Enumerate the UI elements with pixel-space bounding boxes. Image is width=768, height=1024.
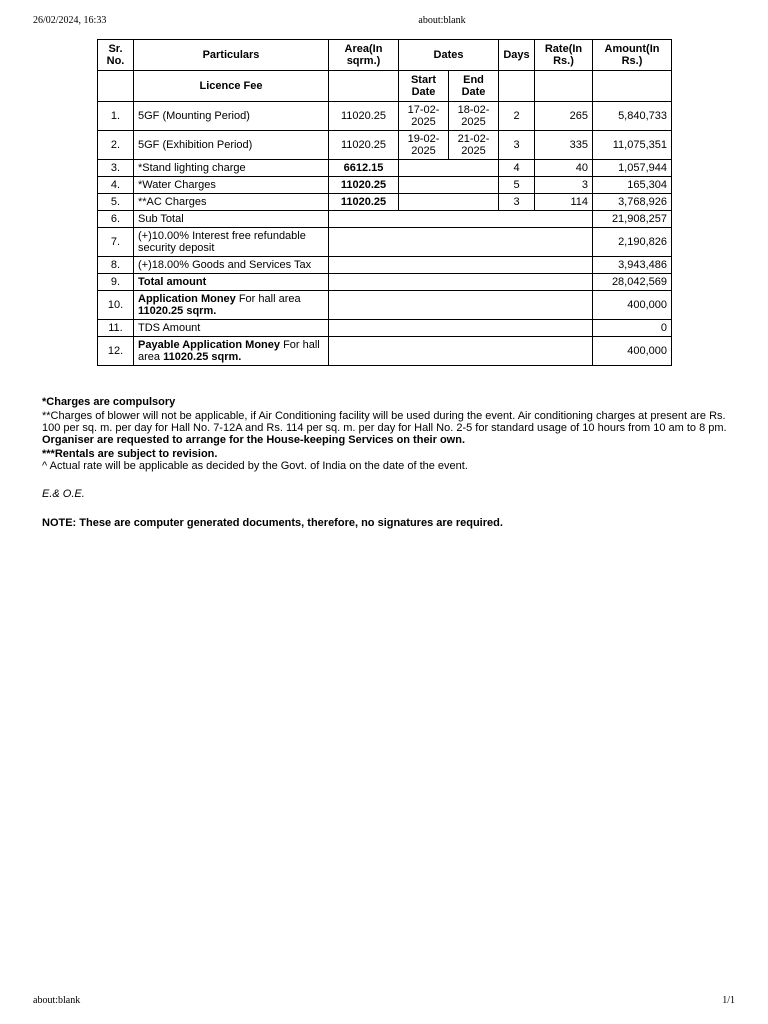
header-particulars: Particulars <box>134 40 329 71</box>
cell-days: 4 <box>499 160 535 177</box>
cell-start-date: 17-02-2025 <box>399 102 449 131</box>
cell-amount: 28,042,569 <box>593 274 672 291</box>
note-eoe: E.& O.E. <box>42 488 85 500</box>
print-title: about:blank <box>418 15 466 26</box>
cell-days: 3 <box>499 131 535 160</box>
cell-amount: 165,304 <box>593 177 672 194</box>
table-header-row <box>98 40 672 71</box>
cell-days: 2 <box>499 102 535 131</box>
header-licence-fee: Licence Fee <box>134 71 329 102</box>
table-row <box>98 291 672 320</box>
particulars-bold: Application Money <box>138 293 236 305</box>
cell-amount: 2,190,826 <box>593 228 672 257</box>
cell-particulars: 5GF (Mounting Period) <box>134 102 329 131</box>
table-row <box>98 102 672 131</box>
note-compulsory: *Charges are compulsory <box>42 396 176 408</box>
cell-amount: 3,943,486 <box>593 257 672 274</box>
cell-amount: 0 <box>593 320 672 337</box>
table-row <box>98 194 672 211</box>
cell-sr: 4. <box>98 177 134 194</box>
print-footer-url: about:blank <box>33 995 81 1006</box>
cell-sr: 10. <box>98 291 134 320</box>
print-footer <box>0 995 768 1011</box>
header-days: Days <box>499 40 535 71</box>
cell-days: 3 <box>499 194 535 211</box>
print-datetime: 26/02/2024, 16:33 <box>33 15 107 26</box>
cell-sr: 5. <box>98 194 134 211</box>
print-page-number: 1/1 <box>722 995 735 1006</box>
table-row <box>98 160 672 177</box>
cell-dates-empty <box>399 160 499 177</box>
table-row <box>98 320 672 337</box>
print-header <box>0 15 768 31</box>
cell-sr: 8. <box>98 257 134 274</box>
particulars-bold: Payable Application Money <box>138 339 281 351</box>
table-row <box>98 211 672 228</box>
table-row <box>98 337 672 366</box>
licence-fee-table <box>97 39 672 366</box>
cell-amount: 11,075,351 <box>593 131 672 160</box>
cell-end-date: 18-02-2025 <box>449 102 499 131</box>
cell-empty <box>329 257 593 274</box>
cell-dates-empty <box>399 194 499 211</box>
header-end-date: End Date <box>449 71 499 102</box>
cell-start-date: 19-02-2025 <box>399 131 449 160</box>
note-signature: NOTE: These are computer generated documents, therefore, no signatures are required. <box>42 517 503 529</box>
cell-particulars: Total amount <box>134 274 329 291</box>
cell-amount: 1,057,944 <box>593 160 672 177</box>
note-blower: **Charges of blower will not be applicable, if Air Conditioning facility will be used during the event. Air conditioning charges at present are Rs. 100 per sq. m. per day for Hall No. 7-12A and Rs. 114 per sq. m. per day for Hall No. 2-5 for standard usage of 10 hours from 10 am to 8 pm. <box>42 410 727 434</box>
particulars-text: For hall area <box>235 293 301 305</box>
cell-rate: 335 <box>535 131 593 160</box>
cell-particulars: Sub Total <box>134 211 329 228</box>
cell-empty <box>329 211 593 228</box>
cell-sr: 3. <box>98 160 134 177</box>
header-amount: Amount(In Rs.) <box>593 40 672 71</box>
cell-particulars: **AC Charges <box>134 194 329 211</box>
cell-particulars: (+)10.00% Interest free refundable security deposit <box>134 228 329 257</box>
particulars-text: For hall area <box>138 339 320 363</box>
table-subheader-row <box>98 71 672 102</box>
cell-area: 11020.25 <box>329 102 399 131</box>
table-row <box>98 131 672 160</box>
cell-area: 11020.25 <box>329 194 399 211</box>
cell-sr: 1. <box>98 102 134 131</box>
cell-particulars: *Stand lighting charge <box>134 160 329 177</box>
header-dates: Dates <box>399 40 499 71</box>
cell-amount: 3,768,926 <box>593 194 672 211</box>
note-housekeeping: Organiser are requested to arrange for the House-keeping Services on their own. <box>42 434 466 446</box>
note-actual-rate: ^ Actual rate will be applicable as decided by the Govt. of India on the date of the event. <box>42 460 468 472</box>
cell-rate: 265 <box>535 102 593 131</box>
cell-sr: 6. <box>98 211 134 228</box>
cell-rate: 40 <box>535 160 593 177</box>
cell-sr: 12. <box>98 337 134 366</box>
cell-amount: 5,840,733 <box>593 102 672 131</box>
cell-amount: 400,000 <box>593 291 672 320</box>
header-area: Area(In sqrm.) <box>329 40 399 71</box>
cell-particulars: TDS Amount <box>134 320 329 337</box>
cell-empty <box>329 228 593 257</box>
notes-section <box>42 396 742 529</box>
cell-empty <box>329 291 593 320</box>
cell-area: 6612.15 <box>329 160 399 177</box>
cell-sr: 7. <box>98 228 134 257</box>
cell-sr: 11. <box>98 320 134 337</box>
cell-sr: 9. <box>98 274 134 291</box>
cell-empty <box>329 337 593 366</box>
cell-days: 5 <box>499 177 535 194</box>
cell-amount: 400,000 <box>593 337 672 366</box>
cell-area: 11020.25 <box>329 177 399 194</box>
header-sr-no: Sr. No. <box>98 40 134 71</box>
table-row <box>98 257 672 274</box>
cell-rate: 3 <box>535 177 593 194</box>
cell-amount: 21,908,257 <box>593 211 672 228</box>
cell-empty <box>329 320 593 337</box>
table-row <box>98 274 672 291</box>
header-start-date: Start Date <box>399 71 449 102</box>
particulars-area: 11020.25 sqrm. <box>138 305 217 317</box>
cell-dates-empty <box>399 177 499 194</box>
cell-particulars: (+)18.00% Goods and Services Tax <box>134 257 329 274</box>
cell-end-date: 21-02-2025 <box>449 131 499 160</box>
note-revision: ***Rentals are subject to revision. <box>42 448 218 460</box>
particulars-area: 11020.25 sqrm. <box>163 351 242 363</box>
table-row <box>98 228 672 257</box>
cell-particulars <box>134 337 329 366</box>
cell-particulars: 5GF (Exhibition Period) <box>134 131 329 160</box>
cell-area: 11020.25 <box>329 131 399 160</box>
cell-rate: 114 <box>535 194 593 211</box>
cell-particulars: *Water Charges <box>134 177 329 194</box>
header-rate: Rate(In Rs.) <box>535 40 593 71</box>
cell-sr: 2. <box>98 131 134 160</box>
cell-empty <box>329 274 593 291</box>
table-row <box>98 177 672 194</box>
cell-particulars <box>134 291 329 320</box>
